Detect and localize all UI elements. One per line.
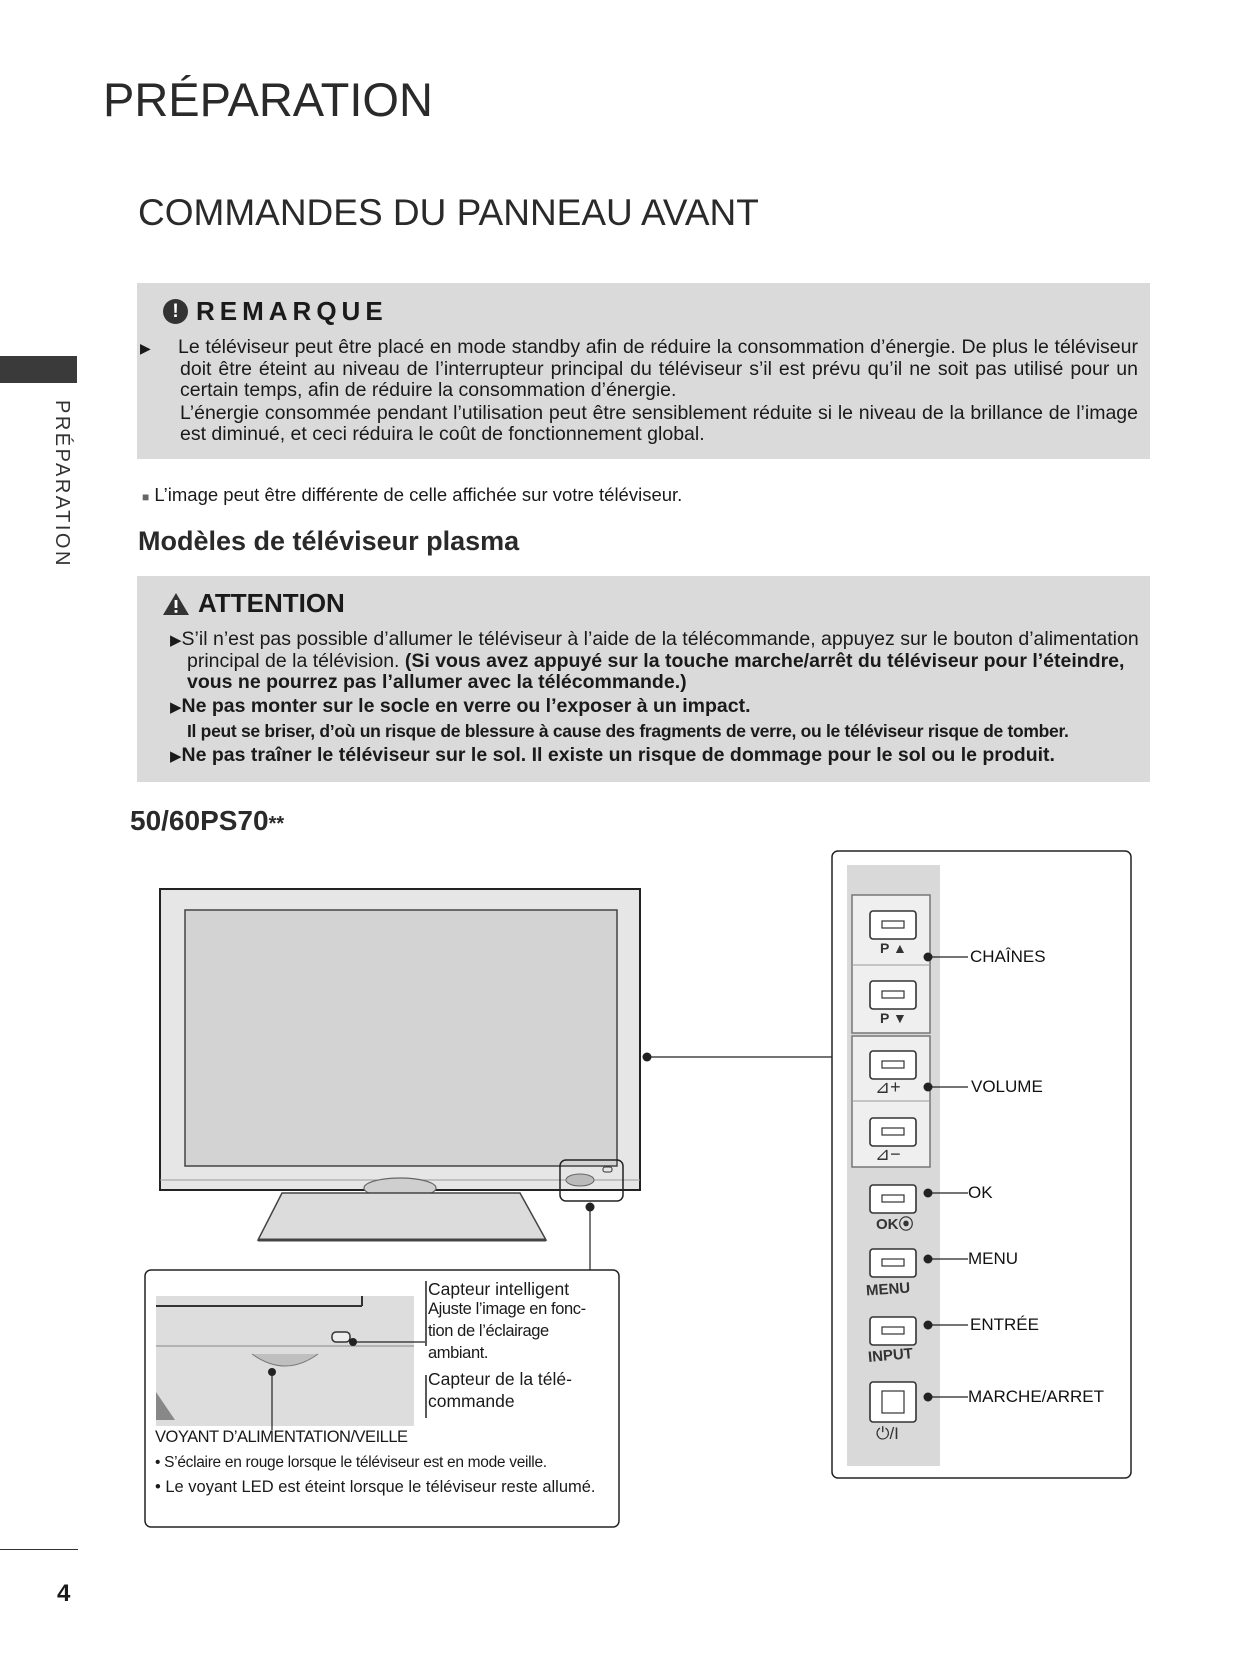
button-p-up	[870, 911, 916, 939]
square-bullet-icon: ■	[142, 490, 150, 504]
button-power-label: ⏻/I	[876, 1424, 899, 1443]
remote-sensor-1: Capteur de la télé-	[428, 1369, 572, 1389]
callout-dot	[924, 1083, 933, 1092]
model-suffix: **	[268, 813, 285, 835]
page-number: 4	[57, 1580, 71, 1607]
callout-dot	[924, 1189, 933, 1198]
button-menu	[870, 1249, 916, 1277]
callout-input: ENTRÉE	[970, 1315, 1039, 1334]
button-vol-down	[870, 1118, 916, 1146]
attention-item-3-bold: Ne pas traîner le téléviseur sur le sol. Il existe un risque de dommage pour le sol ou le produit.	[181, 744, 1055, 766]
led-bullet-1: • S’éclaire en rouge lorsque le téléviseur est en mode veille.	[155, 1454, 547, 1471]
callout-dot	[924, 1255, 933, 1264]
note-heading-text: REMARQUE	[196, 296, 388, 326]
attention-item-1-bold: (Si vous avez appuyé sur la touche marche/arrêt du téléviseur pour l’éteindre, vous ne pourrez pas l’allumer avec la télécommande.)	[187, 650, 1125, 693]
sensor-desc-2: tion de l’éclairage	[428, 1322, 549, 1340]
led-title: VOYANT D’ALIMENTATION/VEILLE	[155, 1428, 408, 1446]
subsection-title: Modèles de téléviseur plasma	[138, 526, 520, 556]
button-ok-label: OK⦿	[876, 1216, 914, 1233]
tv-screen	[185, 910, 617, 1166]
exclamation-icon: !	[163, 299, 188, 324]
triangle-bullet-icon: ▶	[140, 340, 151, 356]
sensor-desc-1: Ajuste l’image en fonc-	[428, 1300, 586, 1318]
attention-heading-text: ATTENTION	[198, 588, 345, 618]
note-line-1: Le téléviseur peut être placé en mode standby afin de réduire la consommation d’énergie. De plus le téléviseur doit être éteint au niveau de l’interrupteur principal du téléviseur s’il est prévu qu’il ne soit pas utilisé pour un certain temps, afin de réduire la consommation d’énergie.	[178, 336, 1138, 401]
triangle-bullet-icon: ▶	[170, 748, 182, 765]
callout-dot	[924, 953, 933, 962]
button-vol-up	[870, 1051, 916, 1079]
attention-item-2-sub: Il peut se briser, d’où un risque de blessure à cause des fragments de verre, ou le téléviseur risque de tomber.	[187, 721, 1069, 741]
footer-rule	[0, 1549, 78, 1550]
led-bullet-1-text: S’éclaire en rouge lorsque le téléviseur est en mode veille.	[164, 1454, 547, 1471]
button-ok	[870, 1185, 916, 1213]
attention-item-2-bold: Ne pas monter sur le socle en verre ou l’exposer à un impact.	[181, 695, 751, 717]
attention-item-1-text: S’il n’est pas possible d’allumer le téléviseur à l’aide de la télécommande, appuyez sur le bouton d’alimentation principal de la télévision.	[181, 628, 1139, 672]
button-vol-up-label: ⊿+	[875, 1077, 901, 1097]
sensor-desc-3: ambiant.	[428, 1344, 489, 1362]
button-p-down-label: P ▼	[880, 1010, 907, 1026]
image-note-text: L’image peut être différente de celle affichée sur votre téléviseur.	[154, 484, 683, 505]
note-line-2: L’énergie consommée pendant l’utilisation peut être sensiblement réduite si le niveau de la brillance de l’image est diminué, et ceci réduira le coût de fonctionnement global.	[180, 402, 1138, 445]
button-p-up-label: P ▲	[880, 940, 907, 956]
button-input	[870, 1317, 916, 1345]
callout-menu: MENU	[968, 1249, 1019, 1268]
callout-ok: OK	[968, 1183, 993, 1202]
sensor-title: Capteur intelligent	[428, 1279, 570, 1299]
button-input-label: INPUT	[867, 1345, 914, 1366]
page-title: PRÉPARATION	[103, 73, 433, 126]
callout-dot	[924, 1321, 933, 1330]
model-name: 50/60PS70	[130, 805, 269, 836]
callout-power: MARCHE/ARRET	[968, 1387, 1105, 1406]
side-label: PRÉPARATION	[51, 400, 73, 568]
button-menu-label: MENU	[865, 1279, 911, 1300]
callout-dot	[924, 1393, 933, 1402]
remote-sensor-2: commande	[428, 1391, 515, 1411]
led-bullet-2-text: Le voyant LED est éteint lorsque le téléviseur reste allumé.	[165, 1478, 596, 1496]
led-bullet-2: • Le voyant LED est éteint lorsque le téléviseur reste allumé.	[155, 1478, 596, 1496]
section-title: COMMANDES DU PANNEAU AVANT	[138, 192, 759, 233]
callout-channels: CHAÎNES	[970, 947, 1046, 966]
callout-volume: VOLUME	[971, 1077, 1043, 1096]
button-vol-down-label: ⊿−	[875, 1144, 901, 1164]
triangle-bullet-icon: ▶	[170, 699, 182, 716]
button-p-down	[870, 981, 916, 1009]
triangle-bullet-icon: ▶	[170, 632, 182, 649]
button-power	[870, 1382, 916, 1422]
tv-stand	[258, 1193, 546, 1240]
